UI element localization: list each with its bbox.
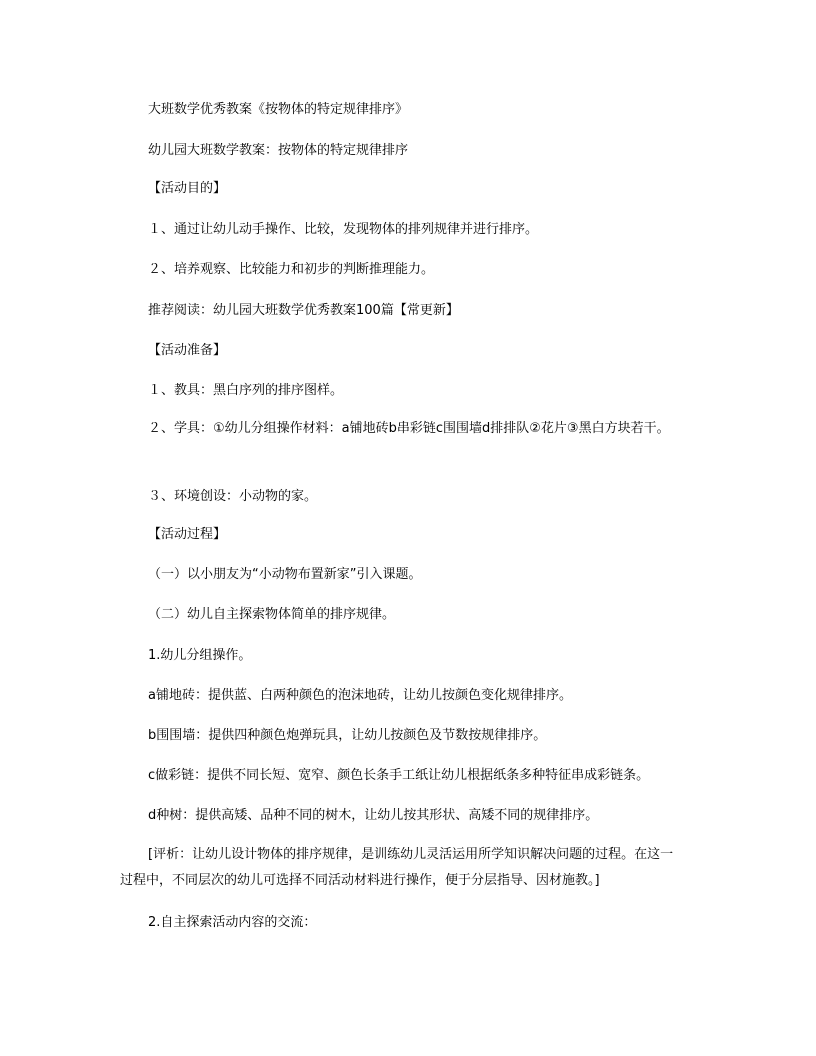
prep-item-2: ２、学具：①幼儿分组操作材料：a铺地砖b串彩链c围围墙d排排队②花片③黑白方块若干。 <box>148 421 670 436</box>
activity-item-d: d种树：提供高矮、品种不同的树木，让幼儿按其形状、高矮不同的规律排序。 <box>148 808 599 823</box>
commentary-paragraph: [评析：让幼儿设计物体的排序规律，是训练幼儿灵活运用所学知识解决问题的过程。在这一过程中，不同层次的幼儿可选择不同活动材料进行操作，便于分层指导、因材施教。] <box>120 847 674 888</box>
process-item-1: （一）以小朋友为“小动物布置新家”引入课题。 <box>148 567 422 582</box>
activity-item-b: b围围墙：提供四种颜色炮弹玩具，让幼儿按颜色及节数按规律排序。 <box>148 728 547 743</box>
activity-item-c: c做彩链：提供不同长短、宽窄、颜色长条手工纸让幼儿根据纸条多种特征串成彩链条。 <box>148 768 650 783</box>
section-heading-prep: 【活动准备】 <box>148 343 227 358</box>
document-subtitle: 幼儿园大班数学教案：按物体的特定规律排序 <box>148 143 409 158</box>
step-item-1: 1.幼儿分组操作。 <box>148 648 252 663</box>
section-heading-process: 【活动过程】 <box>148 527 227 542</box>
activity-item-a: a铺地砖：提供蓝、白两种颜色的泡沫地砖，让幼儿按颜色变化规律排序。 <box>148 688 572 703</box>
document-title: 大班数学优秀教案《按物体的特定规律排序》 <box>148 102 409 117</box>
prep-item-3: ３、环境创设：小动物的家。 <box>148 489 318 504</box>
recommended-reading-link[interactable]: 推荐阅读：幼儿园大班数学优秀教案100篇【常更新】 <box>148 303 459 318</box>
step-item-2: 2.自主探索活动内容的交流： <box>148 915 317 930</box>
prep-item-1: １、教具：黑白序列的排序图样。 <box>148 383 344 398</box>
goal-item-2: ２、培养观察、比较能力和初步的判断推理能力。 <box>148 262 435 277</box>
process-item-2: （二）幼儿自主探索物体简单的排序规律。 <box>148 607 396 622</box>
section-heading-goal: 【活动目的】 <box>148 181 227 196</box>
goal-item-1: １、通过让幼儿动手操作、比较，发现物体的排列规律并进行排序。 <box>148 222 539 237</box>
